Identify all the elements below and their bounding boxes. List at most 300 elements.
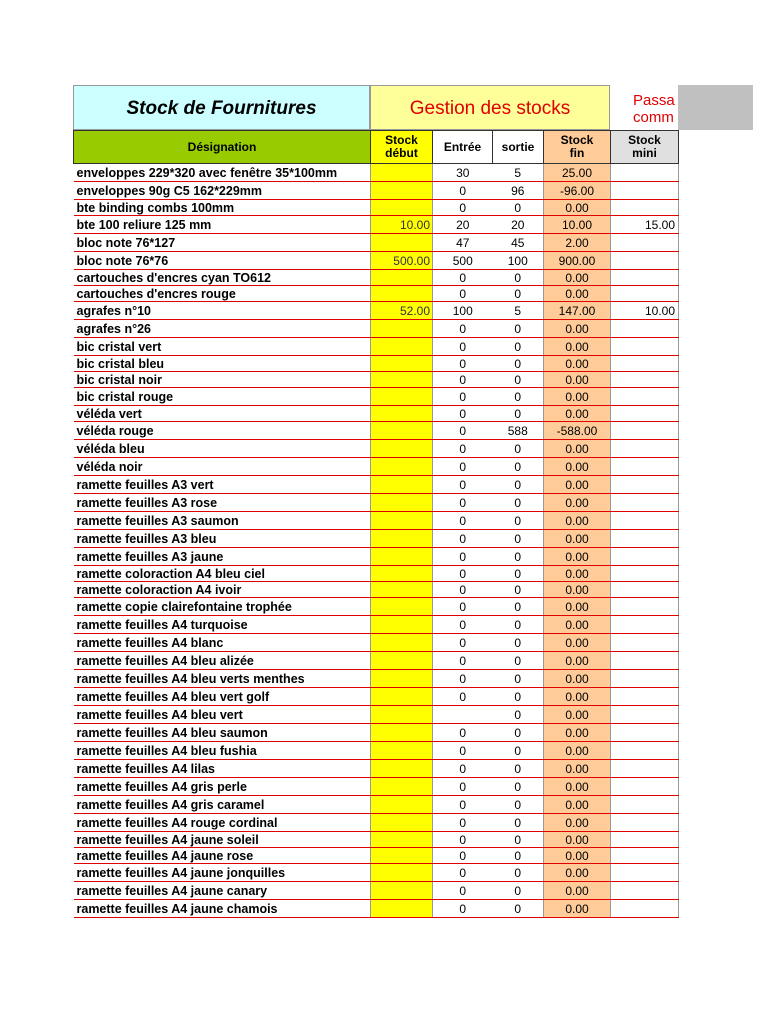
stock-mini-cell[interactable] [611, 476, 679, 494]
entree-cell[interactable]: 0 [433, 494, 493, 512]
entree-cell[interactable]: 100 [433, 302, 493, 320]
stock-debut-cell[interactable] [371, 458, 433, 476]
stock-debut-cell[interactable] [371, 652, 433, 670]
entree-cell[interactable]: 0 [433, 814, 493, 832]
designation-cell[interactable]: ramette feuilles A3 bleu [74, 530, 371, 548]
sortie-cell[interactable]: 588 [493, 422, 544, 440]
stock-fin-cell[interactable]: 0.00 [544, 670, 611, 688]
stock-mini-cell[interactable] [611, 440, 679, 458]
entree-cell[interactable]: 0 [433, 634, 493, 652]
stock-fin-cell[interactable]: 0.00 [544, 882, 611, 900]
designation-cell[interactable]: ramette feuilles A4 blanc [74, 634, 371, 652]
sortie-cell[interactable]: 0 [493, 814, 544, 832]
stock-fin-cell[interactable]: 0.00 [544, 598, 611, 616]
stock-debut-cell[interactable] [371, 530, 433, 548]
stock-fin-cell[interactable]: 0.00 [544, 338, 611, 356]
table-row [74, 706, 679, 724]
sortie-cell[interactable]: 0 [493, 270, 544, 286]
designation-cell[interactable]: ramette feuilles A3 jaune [74, 548, 371, 566]
stock-fin-cell[interactable]: 0.00 [544, 200, 611, 216]
designation-cell[interactable]: bic cristal noir [74, 372, 371, 388]
entree-cell[interactable] [433, 706, 493, 724]
table-row [74, 882, 679, 900]
entree-cell[interactable]: 0 [433, 388, 493, 406]
stock-debut-cell[interactable] [371, 320, 433, 338]
stock-debut-cell[interactable]: 10.00 [371, 216, 433, 234]
sortie-cell[interactable]: 0 [493, 440, 544, 458]
designation-cell[interactable]: ramette feuilles A4 jaune jonquilles [74, 864, 371, 882]
sortie-cell[interactable]: 0 [493, 512, 544, 530]
stock-mini-cell[interactable] [611, 372, 679, 388]
stock-mini-cell[interactable] [611, 616, 679, 634]
stock-debut-cell[interactable] [371, 200, 433, 216]
entree-cell[interactable]: 0 [433, 286, 493, 302]
stock-mini-cell[interactable] [611, 356, 679, 372]
sortie-cell[interactable]: 0 [493, 706, 544, 724]
designation-cell[interactable]: bte binding combs 100mm [74, 200, 371, 216]
stock-debut-cell[interactable] [371, 778, 433, 796]
stock-fin-cell[interactable]: 0.00 [544, 512, 611, 530]
sortie-cell[interactable]: 0 [493, 598, 544, 616]
stock-debut-cell[interactable] [371, 566, 433, 582]
stock-fin-cell[interactable]: 0.00 [544, 406, 611, 422]
table-row [74, 724, 679, 742]
stock-mini-cell[interactable] [611, 548, 679, 566]
table-row [74, 832, 679, 848]
designation-cell[interactable]: ramette feuilles A4 gris caramel [74, 796, 371, 814]
designation-cell[interactable]: ramette feuilles A4 jaune canary [74, 882, 371, 900]
stock-mini-cell[interactable] [611, 320, 679, 338]
stock-fin-cell[interactable]: -588.00 [544, 422, 611, 440]
designation-cell[interactable]: ramette coloraction A4 ivoir [74, 582, 371, 598]
entree-cell[interactable]: 0 [433, 832, 493, 848]
stock-fin-cell[interactable]: 0.00 [544, 848, 611, 864]
stock-fin-cell[interactable]: 0.00 [544, 494, 611, 512]
stock-fin-cell[interactable]: 0.00 [544, 814, 611, 832]
stock-mini-cell[interactable] [611, 406, 679, 422]
table-row [74, 494, 679, 512]
stock-debut-cell[interactable] [371, 286, 433, 302]
stock-fin-cell[interactable]: 0.00 [544, 778, 611, 796]
stock-mini-cell[interactable] [611, 652, 679, 670]
stock-mini-cell[interactable] [611, 234, 679, 252]
entree-cell[interactable]: 0 [433, 616, 493, 634]
stock-mini-cell[interactable] [611, 900, 679, 918]
sortie-cell[interactable]: 20 [493, 216, 544, 234]
designation-cell[interactable]: bloc note 76*76 [74, 252, 371, 270]
col-sortie: sortie [493, 131, 544, 164]
designation-cell[interactable]: véléda rouge [74, 422, 371, 440]
stock-fin-cell[interactable]: 0.00 [544, 900, 611, 918]
designation-cell[interactable]: ramette feuilles A4 jaune rose [74, 848, 371, 864]
table-row [74, 530, 679, 548]
table-row [74, 302, 679, 320]
entree-cell[interactable]: 0 [433, 200, 493, 216]
stock-debut-cell[interactable] [371, 724, 433, 742]
stock-fin-cell[interactable]: 900.00 [544, 252, 611, 270]
designation-cell[interactable]: bloc note 76*127 [74, 234, 371, 252]
col-designation: Désignation [74, 131, 371, 164]
designation-cell[interactable]: ramette feuilles A4 turquoise [74, 616, 371, 634]
stock-fin-cell[interactable]: 0.00 [544, 270, 611, 286]
table-row [74, 814, 679, 832]
stock-fin-cell[interactable]: 0.00 [544, 566, 611, 582]
stock-mini-cell[interactable] [611, 864, 679, 882]
entree-cell[interactable]: 0 [433, 548, 493, 566]
stock-debut-cell[interactable] [371, 796, 433, 814]
stock-fin-cell[interactable]: 0.00 [544, 476, 611, 494]
designation-cell[interactable]: agrafes n°10 [74, 302, 371, 320]
stock-debut-cell[interactable] [371, 634, 433, 652]
stock-mini-cell[interactable] [611, 778, 679, 796]
stock-debut-cell[interactable] [371, 182, 433, 200]
entree-cell[interactable]: 0 [433, 742, 493, 760]
stock-fin-cell[interactable]: 0.00 [544, 616, 611, 634]
sortie-cell[interactable]: 0 [493, 476, 544, 494]
table-row [74, 634, 679, 652]
stock-fin-cell[interactable]: 0.00 [544, 634, 611, 652]
designation-cell[interactable]: ramette feuilles A4 bleu verts menthes [74, 670, 371, 688]
entree-cell[interactable]: 0 [433, 182, 493, 200]
table-row [74, 356, 679, 372]
stock-fin-cell[interactable]: 10.00 [544, 216, 611, 234]
passer-commande-label[interactable]: Passa comm [610, 85, 678, 130]
sortie-cell[interactable]: 45 [493, 234, 544, 252]
entree-cell[interactable]: 0 [433, 566, 493, 582]
designation-cell[interactable]: enveloppes 90g C5 162*229mm [74, 182, 371, 200]
stock-fin-cell[interactable]: 0.00 [544, 548, 611, 566]
stock-mini-cell[interactable] [611, 252, 679, 270]
designation-cell[interactable]: ramette feuilles A4 jaune chamois [74, 900, 371, 918]
stock-fin-cell[interactable]: 0.00 [544, 286, 611, 302]
stock-debut-cell[interactable] [371, 670, 433, 688]
table-row [74, 512, 679, 530]
stock-debut-cell[interactable] [371, 864, 433, 882]
sortie-cell[interactable]: 0 [493, 286, 544, 302]
table-row [74, 670, 679, 688]
sortie-cell[interactable]: 0 [493, 494, 544, 512]
stock-fin-cell[interactable]: 0.00 [544, 356, 611, 372]
stock-debut-cell[interactable] [371, 372, 433, 388]
stock-fin-cell[interactable]: 0.00 [544, 688, 611, 706]
table-row [74, 848, 679, 864]
entree-cell[interactable]: 0 [433, 778, 493, 796]
stock-fin-cell[interactable]: 0.00 [544, 388, 611, 406]
stock-fin-cell[interactable]: 0.00 [544, 440, 611, 458]
stock-mini-cell[interactable] [611, 706, 679, 724]
table-row [74, 582, 679, 598]
stock-mini-cell[interactable] [611, 338, 679, 356]
stock-debut-cell[interactable] [371, 388, 433, 406]
designation-cell[interactable]: véléda noir [74, 458, 371, 476]
table-row [74, 286, 679, 302]
stock-debut-cell[interactable] [371, 164, 433, 182]
designation-cell[interactable]: agrafes n°26 [74, 320, 371, 338]
stock-debut-cell[interactable] [371, 882, 433, 900]
entree-cell[interactable]: 0 [433, 512, 493, 530]
entree-cell[interactable]: 0 [433, 338, 493, 356]
stock-debut-cell[interactable] [371, 476, 433, 494]
entree-cell[interactable]: 30 [433, 164, 493, 182]
designation-cell[interactable]: ramette feuilles A4 gris perle [74, 778, 371, 796]
stock-fin-cell[interactable]: 0.00 [544, 760, 611, 778]
stock-mini-cell[interactable] [611, 270, 679, 286]
stock-mini-cell[interactable] [611, 200, 679, 216]
stock-fin-cell[interactable]: 0.00 [544, 832, 611, 848]
designation-cell[interactable]: ramette feuilles A4 bleu vert golf [74, 688, 371, 706]
sortie-cell[interactable]: 0 [493, 652, 544, 670]
stock-mini-cell[interactable] [611, 814, 679, 832]
stock-debut-cell[interactable] [371, 422, 433, 440]
sortie-cell[interactable]: 0 [493, 882, 544, 900]
designation-cell[interactable]: bte 100 reliure 125 mm [74, 216, 371, 234]
stock-mini-cell[interactable] [611, 598, 679, 616]
stock-fin-cell[interactable]: 0.00 [544, 372, 611, 388]
entree-cell[interactable]: 20 [433, 216, 493, 234]
stock-debut-cell[interactable] [371, 742, 433, 760]
designation-cell[interactable]: bic cristal vert [74, 338, 371, 356]
entree-cell[interactable]: 0 [433, 356, 493, 372]
sortie-cell[interactable]: 0 [493, 724, 544, 742]
table-row [74, 598, 679, 616]
entree-cell[interactable]: 0 [433, 458, 493, 476]
designation-cell[interactable]: ramette feuilles A3 vert [74, 476, 371, 494]
stock-fin-cell[interactable]: 2.00 [544, 234, 611, 252]
designation-cell[interactable]: ramette feuilles A4 bleu fushia [74, 742, 371, 760]
sortie-cell[interactable]: 0 [493, 848, 544, 864]
stock-mini-cell[interactable] [611, 634, 679, 652]
entree-cell[interactable]: 0 [433, 900, 493, 918]
designation-cell[interactable]: ramette feuilles A4 bleu alizée [74, 652, 371, 670]
stock-debut-cell[interactable] [371, 814, 433, 832]
stock-mini-cell[interactable] [611, 458, 679, 476]
stock-fin-cell[interactable]: 25.00 [544, 164, 611, 182]
stock-fin-cell[interactable]: 0.00 [544, 864, 611, 882]
stock-debut-cell[interactable] [371, 900, 433, 918]
table-row [74, 372, 679, 388]
sortie-cell[interactable]: 0 [493, 530, 544, 548]
entree-cell[interactable]: 0 [433, 670, 493, 688]
stock-debut-cell[interactable] [371, 356, 433, 372]
entree-cell[interactable]: 0 [433, 530, 493, 548]
entree-cell[interactable]: 0 [433, 320, 493, 338]
sortie-cell[interactable]: 0 [493, 356, 544, 372]
designation-cell[interactable]: ramette coloraction A4 bleu ciel [74, 566, 371, 582]
stock-fin-cell[interactable]: 0.00 [544, 530, 611, 548]
stock-mini-cell[interactable] [611, 566, 679, 582]
stock-mini-cell[interactable] [611, 388, 679, 406]
stock-debut-cell[interactable] [371, 706, 433, 724]
stock-debut-cell[interactable] [371, 548, 433, 566]
stock-mini-cell[interactable]: 10.00 [611, 302, 679, 320]
entree-cell[interactable]: 0 [433, 652, 493, 670]
sortie-cell[interactable]: 100 [493, 252, 544, 270]
sortie-cell[interactable]: 5 [493, 164, 544, 182]
stock-fin-cell[interactable]: 0.00 [544, 724, 611, 742]
entree-cell[interactable]: 0 [433, 864, 493, 882]
sortie-cell[interactable]: 0 [493, 670, 544, 688]
entree-cell[interactable]: 0 [433, 476, 493, 494]
designation-cell[interactable]: ramette feuilles A3 saumon [74, 512, 371, 530]
entree-cell[interactable]: 0 [433, 882, 493, 900]
stock-mini-cell[interactable] [611, 742, 679, 760]
table-row [74, 458, 679, 476]
table-row [74, 252, 679, 270]
sortie-cell[interactable]: 0 [493, 634, 544, 652]
stock-mini-cell[interactable] [611, 286, 679, 302]
stock-debut-cell[interactable] [371, 338, 433, 356]
col-stock-fin: Stock fin [544, 131, 611, 164]
stock-mini-cell[interactable]: 15.00 [611, 216, 679, 234]
table-row [74, 270, 679, 286]
sortie-cell[interactable]: 0 [493, 338, 544, 356]
sortie-cell[interactable]: 0 [493, 200, 544, 216]
table-row [74, 566, 679, 582]
table-row [74, 652, 679, 670]
stock-mini-cell[interactable] [611, 494, 679, 512]
sortie-cell[interactable]: 0 [493, 372, 544, 388]
sortie-cell[interactable]: 0 [493, 616, 544, 634]
table-row [74, 742, 679, 760]
stock-debut-cell[interactable] [371, 440, 433, 458]
stock-debut-cell[interactable] [371, 832, 433, 848]
sortie-cell[interactable]: 0 [493, 582, 544, 598]
sortie-cell[interactable]: 0 [493, 742, 544, 760]
entree-cell[interactable]: 0 [433, 406, 493, 422]
stock-debut-cell[interactable] [371, 848, 433, 864]
stock-fin-cell[interactable]: 147.00 [544, 302, 611, 320]
sortie-cell[interactable]: 0 [493, 760, 544, 778]
stock-debut-cell[interactable]: 52.00 [371, 302, 433, 320]
sortie-cell[interactable]: 96 [493, 182, 544, 200]
stock-mini-cell[interactable] [611, 796, 679, 814]
sortie-cell[interactable]: 0 [493, 388, 544, 406]
designation-cell[interactable]: ramette feuilles A4 bleu vert [74, 706, 371, 724]
table-row [74, 778, 679, 796]
table-row [74, 476, 679, 494]
stock-fin-cell[interactable]: 0.00 [544, 742, 611, 760]
designation-cell[interactable]: véléda bleu [74, 440, 371, 458]
entree-cell[interactable]: 500 [433, 252, 493, 270]
stock-debut-cell[interactable] [371, 582, 433, 598]
stock-mini-cell[interactable] [611, 848, 679, 864]
gestion-des-stocks-label[interactable]: Gestion des stocks [370, 85, 610, 130]
stock-fin-cell[interactable]: 0.00 [544, 706, 611, 724]
entree-cell[interactable]: 0 [433, 270, 493, 286]
stock-mini-cell[interactable] [611, 670, 679, 688]
entree-cell[interactable]: 0 [433, 422, 493, 440]
sortie-cell[interactable]: 0 [493, 320, 544, 338]
stock-mini-cell[interactable] [611, 582, 679, 598]
stock-mini-cell[interactable] [611, 512, 679, 530]
designation-cell[interactable]: cartouches d'encres cyan TO612 [74, 270, 371, 286]
sortie-cell[interactable]: 0 [493, 566, 544, 582]
sortie-cell[interactable]: 0 [493, 548, 544, 566]
stock-debut-cell[interactable] [371, 406, 433, 422]
stock-debut-cell[interactable]: 500.00 [371, 252, 433, 270]
stock-fin-cell[interactable]: 0.00 [544, 652, 611, 670]
entree-cell[interactable]: 0 [433, 796, 493, 814]
designation-cell[interactable]: ramette feuilles A4 jaune soleil [74, 832, 371, 848]
designation-cell[interactable]: cartouches d'encres rouge [74, 286, 371, 302]
table-row [74, 234, 679, 252]
stock-mini-cell[interactable] [611, 724, 679, 742]
entree-cell[interactable]: 0 [433, 848, 493, 864]
table-row [74, 796, 679, 814]
stock-debut-cell[interactable] [371, 616, 433, 634]
designation-cell[interactable]: ramette feuilles A4 lilas [74, 760, 371, 778]
designation-cell[interactable]: ramette feuilles A3 rose [74, 494, 371, 512]
stock-fin-cell[interactable]: 0.00 [544, 320, 611, 338]
spreadsheet [73, 85, 753, 918]
stock-mini-cell[interactable] [611, 688, 679, 706]
entree-cell[interactable]: 0 [433, 688, 493, 706]
sortie-cell[interactable]: 0 [493, 406, 544, 422]
table-row [74, 440, 679, 458]
entree-cell[interactable]: 47 [433, 234, 493, 252]
designation-cell[interactable]: enveloppes 229*320 avec fenêtre 35*100mm [74, 164, 371, 182]
stock-fin-cell[interactable]: 0.00 [544, 582, 611, 598]
sortie-cell[interactable]: 0 [493, 796, 544, 814]
stock-mini-cell[interactable] [611, 164, 679, 182]
stock-mini-cell[interactable] [611, 832, 679, 848]
stock-debut-cell[interactable] [371, 512, 433, 530]
stock-mini-cell[interactable] [611, 182, 679, 200]
sortie-cell[interactable]: 0 [493, 458, 544, 476]
table-row [74, 338, 679, 356]
stock-fin-cell[interactable]: 0.00 [544, 458, 611, 476]
stock-mini-cell[interactable] [611, 422, 679, 440]
stock-mini-cell[interactable] [611, 530, 679, 548]
designation-cell[interactable]: véléda vert [74, 406, 371, 422]
sortie-cell[interactable]: 0 [493, 778, 544, 796]
sortie-cell[interactable]: 5 [493, 302, 544, 320]
designation-cell[interactable]: ramette feuilles A4 rouge cordinal [74, 814, 371, 832]
stock-mini-cell[interactable] [611, 760, 679, 778]
entree-cell[interactable]: 0 [433, 440, 493, 458]
entree-cell[interactable]: 0 [433, 724, 493, 742]
entree-cell[interactable]: 0 [433, 760, 493, 778]
col-entree: Entrée [433, 131, 493, 164]
table-row [74, 216, 679, 234]
entree-cell[interactable]: 0 [433, 582, 493, 598]
designation-cell[interactable]: bic cristal bleu [74, 356, 371, 372]
sortie-cell[interactable]: 0 [493, 864, 544, 882]
stock-mini-cell[interactable] [611, 882, 679, 900]
stock-debut-cell[interactable] [371, 688, 433, 706]
stock-fin-cell[interactable]: 0.00 [544, 796, 611, 814]
sortie-cell[interactable]: 0 [493, 688, 544, 706]
stock-debut-cell[interactable] [371, 234, 433, 252]
designation-cell[interactable]: ramette feuilles A4 bleu saumon [74, 724, 371, 742]
sortie-cell[interactable]: 0 [493, 832, 544, 848]
stock-debut-cell[interactable] [371, 598, 433, 616]
stock-debut-cell[interactable] [371, 270, 433, 286]
entree-cell[interactable]: 0 [433, 372, 493, 388]
table-row [74, 548, 679, 566]
stock-debut-cell[interactable] [371, 760, 433, 778]
designation-cell[interactable]: ramette copie clairefontaine trophée [74, 598, 371, 616]
stock-table [73, 130, 679, 918]
table-row [74, 864, 679, 882]
header-gray-cell [678, 85, 753, 130]
table-row [74, 182, 679, 200]
entree-cell[interactable]: 0 [433, 598, 493, 616]
designation-cell[interactable]: bic cristal rouge [74, 388, 371, 406]
stock-fin-cell[interactable]: -96.00 [544, 182, 611, 200]
sortie-cell[interactable]: 0 [493, 900, 544, 918]
stock-debut-cell[interactable] [371, 494, 433, 512]
